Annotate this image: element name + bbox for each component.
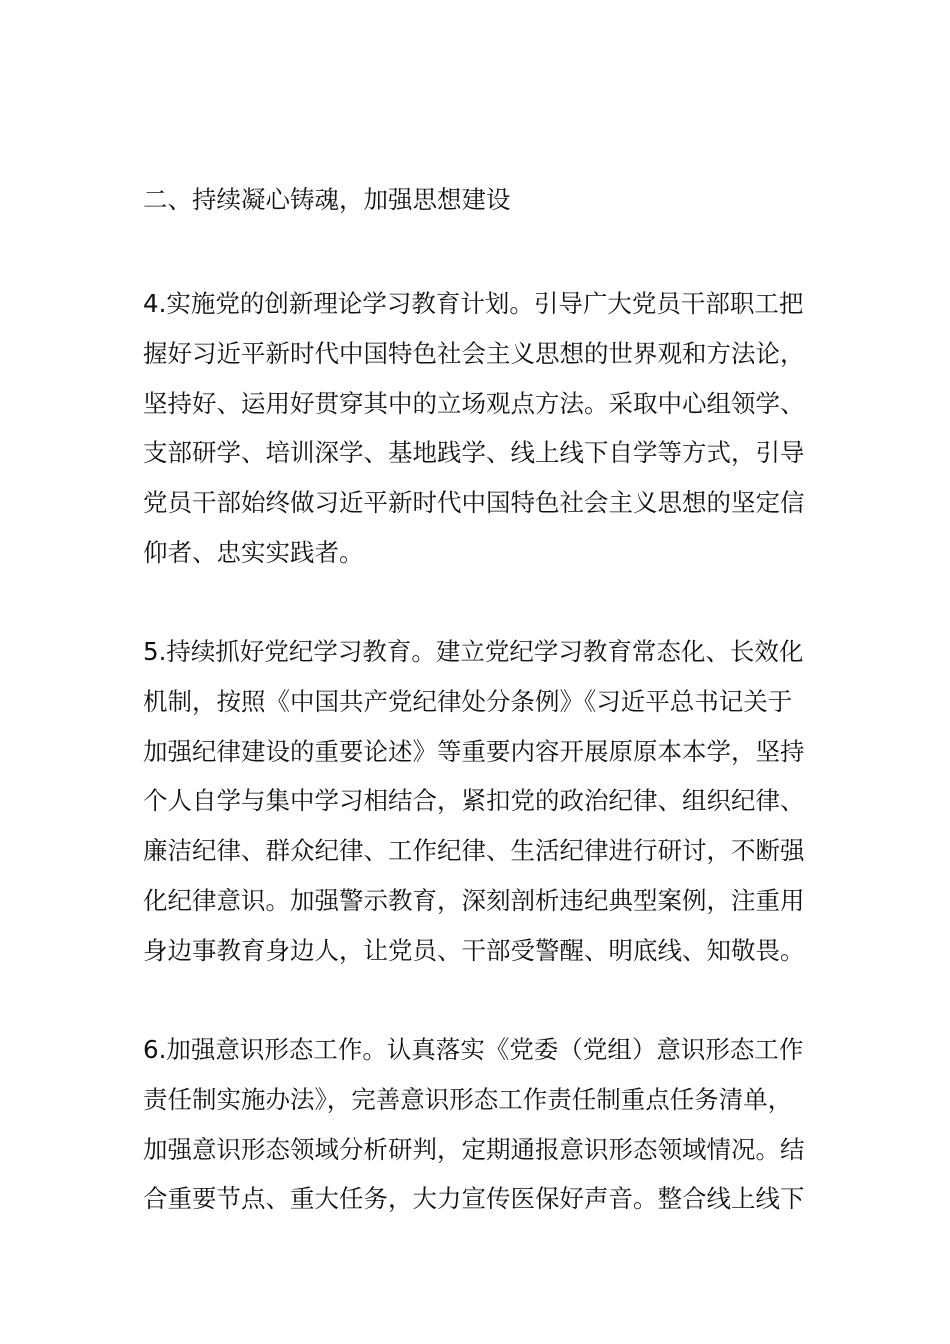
paragraph-line: 身边事教育身边人，让党员、干部受警醒、明底线、知敬畏。	[143, 935, 805, 965]
paragraph-line: 合重要节点、重大任务，大力宣传医保好声音。整合线上线下	[143, 1184, 805, 1214]
paragraph-line: 廉洁纪律、群众纪律、工作纪律、生活纪律进行研讨，不断强	[143, 836, 805, 866]
paragraph-line: 4.实施党的创新理论学习教育计划。引导广大党员干部职工把	[143, 289, 804, 318]
paragraph-6-ideology-work	[143, 1025, 823, 1224]
paragraph-line: 仰者、忠实实践者。	[143, 537, 364, 567]
paragraph-line: 坚持好、运用好贯穿其中的立场观点方法。采取中心组领学、	[143, 388, 805, 418]
paragraph-4-innovation-theory-study	[143, 279, 823, 578]
paragraph-line: 5.持续抓好党纪学习教育。建立党纪学习教育常态化、长效化	[143, 637, 804, 666]
paragraph-line: 加强纪律建设的重要论述》等重要内容开展原原本本学，坚持	[143, 736, 805, 766]
paragraph-line: 党员干部始终做习近平新时代中国特色社会主义思想的坚定信	[143, 488, 805, 518]
paragraph-line: 握好习近平新时代中国特色社会主义思想的世界观和方法论，	[143, 338, 805, 368]
paragraph-line: 6.加强意识形态工作。认真落实《党委（党组）意识形态工作	[143, 1035, 804, 1064]
paragraph-line: 责任制实施办法》，完善意识形态工作责任制重点任务清单，	[143, 1084, 793, 1114]
paragraph-line: 个人自学与集中学习相结合，紧扣党的政治纪律、组织纪律、	[143, 786, 805, 816]
paragraph-line: 化纪律意识。加强警示教育，深刻剖析违纪典型案例，注重用	[143, 885, 805, 915]
paragraph-line: 机制，按照《中国共产党纪律处分条例》《习近平总书记关于	[143, 686, 793, 716]
paragraph-line: 加强意识形态领域分析研判，定期通报意识形态领域情况。结	[143, 1134, 805, 1164]
paragraph-line: 支部研学、培训深学、基地践学、线上线下自学等方式，引导	[143, 438, 805, 468]
section-heading: 二、持续凝心铸魂，加强思想建设	[143, 185, 511, 214]
paragraph-5-party-discipline-study	[143, 627, 823, 976]
